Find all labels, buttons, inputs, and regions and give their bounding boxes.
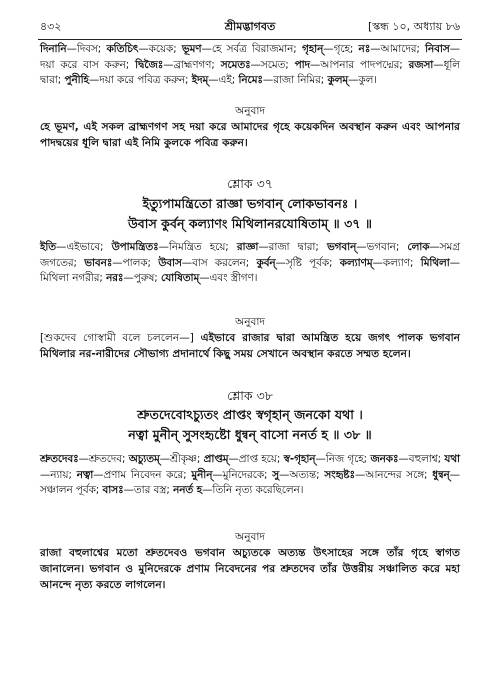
synonym-term: কতিচিৎ [106,43,139,55]
sloka-title-37: শ্লোক ৩৭ [227,176,273,191]
header-rule [38,39,462,40]
synonym-dash: — [159,453,170,465]
synonym-dash: — [310,58,321,71]
synonym-term: রাজ্ঞা [236,241,259,253]
synonym-dash: — [201,43,212,55]
synonym-meaning: প্রণাম নিবেদন করে; [103,468,192,481]
synonym-term: নঃ [358,43,371,55]
translation-37 [40,330,460,362]
synonym-meaning: কুল। [358,74,377,86]
translation-label-36: অনুবাদ [235,105,265,117]
synonym-dash: — [449,43,460,55]
synonym-dash: — [163,58,174,71]
synonym-term: দ্বিজৈঃ [135,58,164,71]
synonym-term: উপামন্ত্রিতঃ [111,241,159,253]
synonym-meaning: প্রাপ্ত হয়ে; [238,453,284,465]
synonym-meaning: সঞ্চালন পূর্বক; [40,484,103,496]
synonyms-block-37 [40,240,460,287]
verse-38-line1: শ্রুতদেবোঽচ্যুতং প্রাপ্তং স্বগৃহান্ জনকো যথা । [137,407,363,422]
synonym-dash: — [199,272,210,284]
verse-37-line1: ইত্যুপামন্ত্রিতো রাজ্ঞা ভগবান্ লোকভাবনঃ । [142,196,358,211]
synonym-meaning: ধূলি দ্বারা; [40,58,460,86]
synonym-term: জনকঃ [370,453,399,465]
synonym-dash: — [449,468,460,481]
synonym-dash: — [348,74,359,86]
synonym-term: সু [272,468,280,481]
synonym-meaning: সমেত; [260,58,295,71]
synonym-term: মুনীন্ [191,468,213,481]
translation-label-37: অনুবাদ [235,316,265,328]
synonym-meaning: ব্রাহ্মণগণ; [173,58,221,71]
synonym-term: স্ব-গৃহান্ [283,453,316,465]
synonym-term: কল্যাণম্ [339,256,373,269]
synonyms-block-36 [40,42,460,89]
synonym-term: ধুন্বন্ [432,468,450,481]
synonym-dash: — [228,453,239,465]
synonym-dash: — [202,484,213,496]
synonym-meaning: তিনি নৃত্য করেছিলেন। [212,484,304,496]
synonym-term: দিনানি [40,43,67,55]
synonym-meaning: আপনার পাদপদ্মের; [320,58,409,71]
synonym-meaning: সৃষ্টি পূর্বক; [285,256,340,269]
synonym-dash: — [40,468,51,481]
synonym-meaning: শ্রুতদেব; [88,453,129,465]
synonym-dash: — [123,484,134,496]
translation-36: হে ভূমণ, এই সকল ব্রাহ্মণগণ সহ দয়া করে আমাদের গৃহে কয়েকদিন অবস্থান করুন এবং আপনার পাদদ্বয়ের ধূলি দ্বারা এই নিমি কুলকে পবিত্র করুন। [40,121,460,149]
synonym-meaning: কয়েক; [148,43,182,55]
synonym-term: যোষিতাম্ [161,272,200,284]
synonym-dash: — [56,241,67,253]
synonym-meaning: ন্যায়; [50,468,77,481]
synonym-dash: — [112,256,123,269]
synonym-dash: — [88,74,100,86]
synonym-term: গৃহান্ [301,43,324,55]
synonym-dash: — [138,43,149,55]
synonym-term: ননর্ত হ [173,484,203,496]
verse-38-line2: নত্বা মুনীন্ সুসংহৃষ্টো ধুন্বন্ বাসো ননর্ত হ ॥ ৩৮ ॥ [128,427,372,442]
synonym-term: বাসঃ [102,484,124,496]
synonym-dash: — [212,468,223,481]
synonym-meaning: সমগ্র জগতের; [40,241,460,269]
synonym-meaning: আমাদের; [380,43,426,55]
synonym-meaning: নিজ গৃহে; [325,453,371,465]
synonym-meaning: রাজা দ্বারা; [268,241,327,253]
synonym-meaning: নিমন্ত্রিত হয়ে; [168,241,237,253]
synonym-dash: — [372,256,383,269]
sloka-title-38: শ্লোক ৩৮ [227,388,273,403]
synonym-term: নিমেঃ [238,74,263,86]
synonym-meaning: এবং স্ত্রীগণ। [209,272,258,284]
synonym-meaning: বাস করলেন; [192,256,257,269]
synonym-meaning: পুরুষ; [133,272,162,284]
synonym-meaning: দয়া করে পবিত্র করুন; [99,74,192,86]
synonym-dash: — [78,453,89,465]
translation-38: রাজা বহুলাশ্বের মতো শ্রুতদেবও ভগবান অচ্যুতকে অত্যন্ত উৎসাহের সঙ্গে তাঁর গৃহে স্বাগত জানালেন। ভগবান ও মুনিদেরকে প্রণাম নিবেদনের পর শ্রুতদেব তাঁর উত্তরীয় সঞ্চালিত করে মহা আনন্দে নৃত্য করতে লাগলেন। [40,547,460,591]
synonym-term: ভগবান্ [326,241,357,253]
synonym-term: নত্বা [76,468,94,481]
synonym-term: মিথিলা [420,256,450,269]
synonym-dash: — [354,468,366,481]
synonym-term: শ্রুতদেবঃ [40,453,79,465]
synonym-meaning: আনন্দের সঙ্গে; [365,468,433,481]
synonym-term: ইদম্ [191,74,209,86]
translation-label-38: অনুবাদ [235,531,265,543]
page-number: ৪৩২ [40,20,62,33]
synonym-term: সংহৃষ্টঃ [324,468,355,481]
synonyms-block-38 [40,452,460,499]
synonym-meaning: দিবস; [76,43,107,55]
page-header [40,18,460,36]
synonym-dash: — [398,453,409,465]
synonym-dash: — [250,58,261,71]
synonym-term: কুর্বন্ [256,256,276,269]
book-title: শ্রীমদ্ভাগবত [224,20,276,33]
synonym-dash: — [323,43,334,55]
synonym-dash: — [279,468,290,481]
synonym-term: কুলম্ [327,74,349,86]
synonym-meaning: পালক; [122,256,159,269]
synonym-term: উবাস [158,256,182,269]
synonym-term: রজসা [408,58,434,71]
synonym-dash: — [262,74,274,86]
synonym-meaning: অত্যন্ত; [289,468,325,481]
synonym-term: পুনীহি [64,74,89,86]
synonym-dash: — [208,74,219,86]
synonym-meaning: এই; [218,74,239,86]
synonym-dash: — [370,43,381,55]
synonym-dash: — [93,468,104,481]
translation-37-prefix: [শুকদেব গোস্বামী বলে চললেন—] [40,332,201,344]
synonym-meaning: রাজা নিমির; [273,74,328,86]
synonym-dash: — [123,272,134,284]
synonym-dash: — [315,453,326,465]
chapter-reference: [স্কন্ধ ১০, অধ্যায় ৮৬ [367,20,460,33]
synonym-term: যথা [444,453,461,465]
synonym-meaning: গৃহে; [333,43,359,55]
synonym-term: ভূমণ [181,43,202,55]
synonym-dash: — [258,241,269,253]
synonym-term: অচ্যুতম্ [128,453,160,465]
synonym-meaning: কল্যাণ; [382,256,421,269]
synonym-term: ভাবনঃ [84,256,113,269]
synonym-meaning: ভগবান; [366,241,408,253]
synonym-term: নিবাস [425,43,450,55]
synonym-meaning: দয়া করে বাস করুন; [40,58,136,71]
synonym-dash: — [66,43,77,55]
translation-37-text: এইভাবে রাজার দ্বারা আমন্ত্রিত হয়ে জগৎ পালক ভগবান মিথিলার নর-নারীদের সৌভাগ্য প্রদানার্থে কিছু সময় সেখানে অবস্থান করতে সম্মত হলেন। [40,332,460,360]
synonym-dash: — [356,241,367,253]
verse-37-line2: উবাস কুর্বন্ কল্যাণং মিথিলানরযোষিতাম্ ॥ ৩৭ ॥ [127,216,373,231]
synonym-meaning: শ্রীকৃষ্ণ; [170,453,204,465]
synonym-meaning: হে সর্বত্র বিরাজমান; [211,43,302,55]
synonym-dash: — [449,256,460,269]
synonym-term: পাদ [294,58,310,71]
synonym-term: নরঃ [106,272,124,284]
synonym-term: প্রাপ্তম্ [203,453,229,465]
synonym-meaning: তার বস্ত্র; [133,484,174,496]
synonym-dash: — [433,58,444,71]
synonym-meaning: বহুলাশ্ব; [408,453,445,465]
synonym-meaning: এইভাবে; [66,241,112,253]
synonym-dash: — [181,256,193,269]
synonym-term: সমেতঃ [220,58,251,71]
synonym-dash: — [429,241,440,253]
synonym-dash: — [158,241,169,253]
synonym-term: ইতি [40,241,57,253]
synonym-meaning: মুনিদেরকে; [222,468,273,481]
synonym-meaning: মিথিলা নগরীর; [40,272,107,284]
synonym-term: লোক [407,241,430,253]
synonym-dash: — [275,256,286,269]
